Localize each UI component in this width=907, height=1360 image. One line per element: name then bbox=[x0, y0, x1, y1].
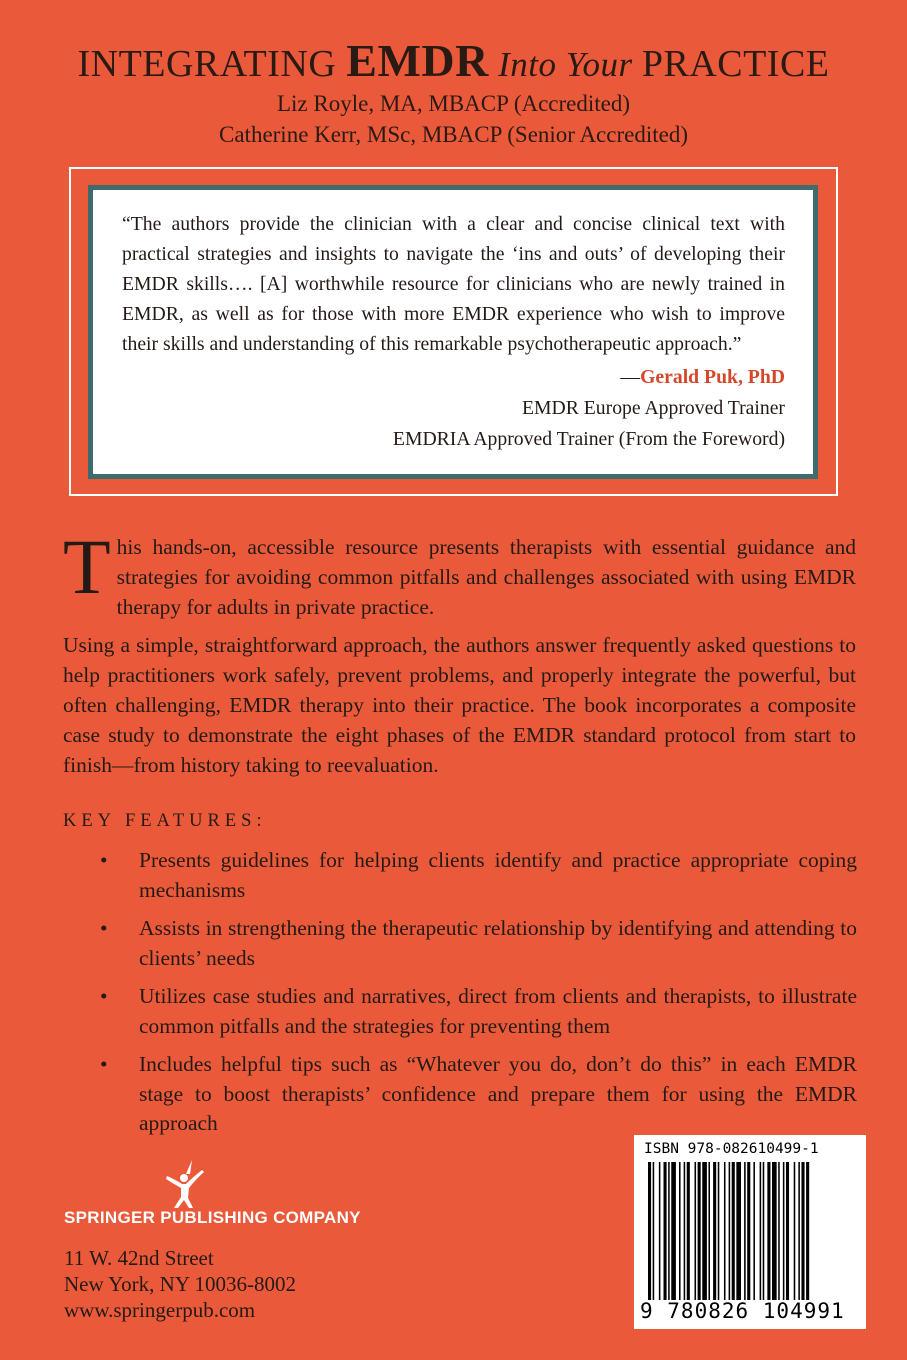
feature-item bbox=[100, 1050, 857, 1139]
title-part1: INTEGRATING bbox=[77, 43, 347, 85]
barcode-image bbox=[648, 1162, 854, 1300]
attribution-name: Gerald Puk, PhD bbox=[640, 366, 785, 388]
barcode-bar bbox=[724, 1162, 726, 1300]
barcode-bar bbox=[679, 1162, 681, 1300]
barcode-bar bbox=[763, 1162, 765, 1300]
bullet-icon: • bbox=[100, 984, 108, 1008]
book-header bbox=[0, 35, 907, 150]
publisher-website: www.springerpub.com bbox=[64, 1298, 256, 1322]
barcode-bar bbox=[713, 1162, 716, 1300]
feature-item bbox=[100, 914, 857, 973]
description-paragraph-2: Using a simple, straightforward approach, the authors answer frequently asked questions to help practitioners work safely, prevent problems, and properly integrate the powerful, but often challenging, EMDR therapy into their practice. The book incorporates a composite case study to demonstrate the eight phases of the EMDR standard protocol from start to finish—from history taking to reevaluation. bbox=[63, 633, 856, 777]
barcode-bar bbox=[753, 1162, 755, 1300]
title-emdr: EMDR bbox=[346, 35, 489, 86]
barcode-bar bbox=[668, 1162, 670, 1300]
barcode-bar bbox=[801, 1162, 804, 1300]
barcode-bar bbox=[778, 1162, 780, 1300]
barcode-bar bbox=[772, 1162, 777, 1300]
barcode-bar bbox=[760, 1162, 762, 1300]
quote-text: “The authors provide the clinician with a clear and concise clinical text with practical strategies and insights to navigate the ‘ins and outs’ of developing their EMDR skills…. [A] worthwhile resource for clinicians who are newly trained in EMDR, as well as for those with more EMDR experience who wish to improve their skills and understanding of this remarkable psychotherapeutic approach.” bbox=[122, 213, 785, 355]
address-line-1: 11 W. 42nd Street bbox=[64, 1246, 214, 1270]
barcode-bar bbox=[671, 1162, 676, 1300]
bullet-icon: • bbox=[100, 1052, 108, 1076]
publisher-address bbox=[64, 1245, 296, 1323]
isbn-label: ISBN 978-082610499-1 bbox=[644, 1141, 819, 1157]
author-2: Catherine Kerr, MSc, MBACP (Senior Accredited) bbox=[219, 122, 688, 147]
feature-text: Includes helpful tips such as “Whatever you do, don’t do this” in each EMDR stage to boost therapists’ confidence and prepare them for using the EMDR approach bbox=[139, 1052, 857, 1135]
key-features-list bbox=[100, 846, 857, 1148]
endorsement-quote-box bbox=[88, 185, 818, 479]
barcode-bar bbox=[767, 1162, 770, 1300]
barcode-bar bbox=[695, 1162, 697, 1300]
quote-attribution bbox=[122, 362, 785, 455]
barcode-bar bbox=[687, 1162, 690, 1300]
attribution-role-1: EMDR Europe Approved Trainer bbox=[521, 397, 785, 419]
barcode-bar bbox=[806, 1162, 809, 1300]
publisher-logo-text: SPRINGER PUBLISHING COMPANY bbox=[64, 1208, 361, 1227]
feature-text: Assists in strengthening the therapeutic relationship by identifying and attending to clients’ needs bbox=[139, 916, 857, 970]
attribution-dash: — bbox=[620, 366, 641, 388]
barcode-bar bbox=[698, 1162, 701, 1300]
barcode-bar bbox=[729, 1162, 731, 1300]
author-1: Liz Royle, MA, MBACP (Accredited) bbox=[276, 91, 631, 116]
paragraph-1-text: his hands-on, accessible resource presents therapists with essential guidance and strategies for avoiding common pitfalls and challenges associated with using EMDR therapy for adults in private practice. bbox=[116, 535, 856, 619]
barcode-bar bbox=[732, 1162, 735, 1300]
title-part2: PRACTICE bbox=[641, 43, 830, 85]
barcode-bar bbox=[798, 1162, 800, 1300]
barcode-bar bbox=[708, 1162, 710, 1300]
barcode-bar bbox=[786, 1162, 789, 1300]
barcode-bar bbox=[702, 1162, 707, 1300]
feature-item bbox=[100, 846, 857, 905]
barcode-bar bbox=[736, 1162, 741, 1300]
barcode-bar bbox=[783, 1162, 785, 1300]
barcode-bar bbox=[659, 1162, 661, 1300]
title-italic: Into Your bbox=[488, 45, 642, 84]
publisher-logo bbox=[64, 1158, 404, 1238]
barcode-bar bbox=[747, 1162, 750, 1300]
barcode-bar bbox=[684, 1162, 686, 1300]
springer-figure-icon bbox=[64, 1158, 404, 1210]
attribution-name-line bbox=[122, 362, 785, 393]
ean-digits: 9 780826 104991 bbox=[640, 1299, 845, 1323]
feature-text: Presents guidelines for helping clients identify and practice appropriate coping mechanisms bbox=[139, 848, 857, 902]
barcode-box bbox=[634, 1135, 866, 1329]
barcode-bar bbox=[653, 1162, 655, 1300]
barcode-bar bbox=[718, 1162, 720, 1300]
description-paragraph-1 bbox=[63, 523, 856, 622]
barcode-bar bbox=[794, 1162, 796, 1300]
bullet-icon: • bbox=[100, 916, 108, 940]
attribution-role-2: EMDRIA Approved Trainer (From the Foreword) bbox=[392, 428, 785, 450]
feature-text: Utilizes case studies and narratives, direct from clients and therapists, to illustrate common pitfalls and the strategies for preventing them bbox=[139, 984, 857, 1038]
book-title bbox=[0, 35, 907, 88]
feature-item bbox=[100, 982, 857, 1041]
address-line-2: New York, NY 10036-8002 bbox=[64, 1272, 296, 1296]
barcode-bar bbox=[648, 1162, 651, 1300]
key-features-heading: KEY FEATURES: bbox=[63, 811, 267, 831]
bullet-icon: • bbox=[100, 848, 108, 872]
barcode-bar bbox=[744, 1162, 746, 1300]
barcode-bar bbox=[664, 1162, 667, 1300]
drop-cap: T bbox=[63, 523, 111, 610]
